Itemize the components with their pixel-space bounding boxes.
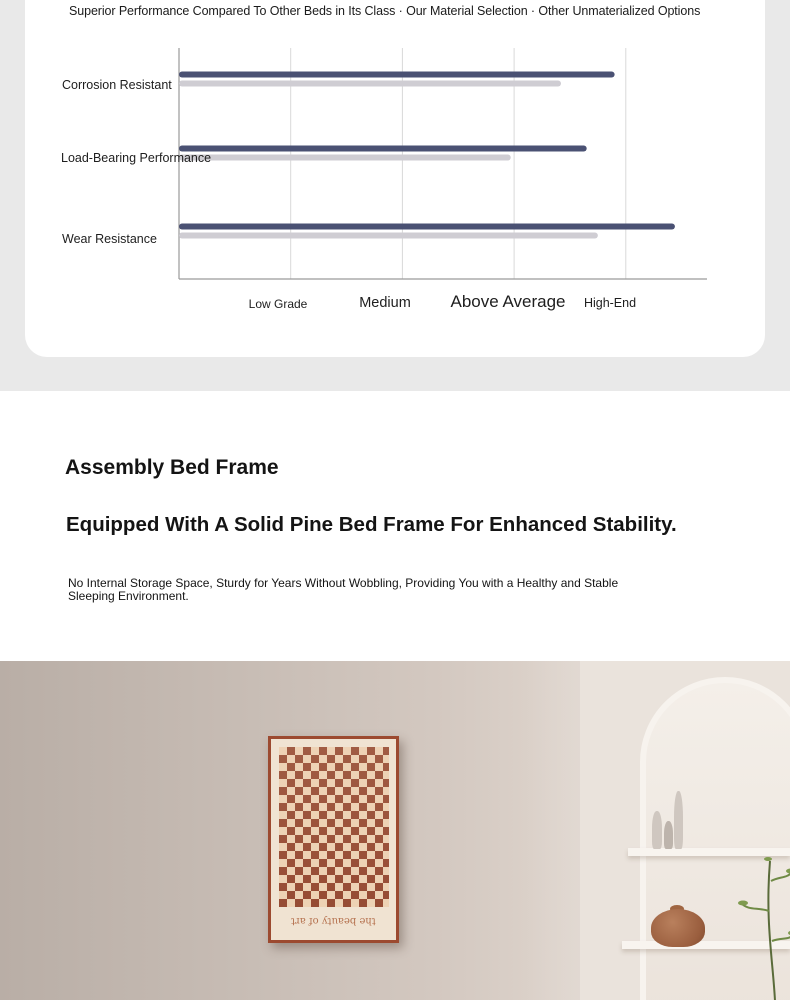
assembly-section [0, 391, 790, 661]
chart-section [0, 0, 790, 391]
vase [652, 811, 662, 849]
category-label-corrosion: Corrosion Resistant [62, 78, 172, 92]
section-title: Assembly Bed Frame [65, 456, 279, 479]
bar-other-options-3 [179, 233, 598, 239]
legend-separator: · [527, 4, 539, 18]
legend-entry-our-material: Our Material Selection [406, 4, 528, 18]
category-label-wear: Wear Resistance [62, 232, 157, 246]
checker-tint [279, 747, 389, 907]
bar-our-material-1 [179, 72, 615, 78]
legend-entry-other-options: Other Unmaterialized Options [538, 4, 701, 18]
artwork-caption: the beauty of art [291, 915, 376, 926]
section-subtitle: Equipped With A Solid Pine Bed Frame For Enhanced Stability. [66, 513, 677, 536]
section-description: No Internal Storage Space, Sturdy for Years Without Wobbling, Providing You with a Healthy and Stable Sleeping Environment. [68, 576, 619, 603]
x-tick-label-above-average: Above Average [450, 292, 566, 311]
checkered-artwork [268, 736, 399, 943]
bar-other-options-1 [179, 81, 561, 87]
legend-heading: Superior Performance Compared To Other Beds in Its Class [69, 4, 396, 18]
clay-pot [651, 909, 705, 947]
category-label-load-bearing: Load-Bearing Performance [61, 151, 212, 165]
bar-other-options-2 [179, 155, 511, 161]
vase [664, 821, 673, 849]
vase [674, 791, 683, 849]
x-tick-label-low-grade: Low Grade [248, 297, 308, 311]
legend-separator: · [395, 4, 407, 18]
product-photo [0, 661, 790, 1000]
bar-our-material-3 [179, 224, 675, 230]
x-tick-label-medium: Medium [359, 295, 411, 311]
chart-card [25, 0, 765, 357]
plant-leaves [735, 841, 790, 1000]
bar-our-material-2 [179, 146, 587, 152]
x-tick-label-high-end: High-End [583, 296, 637, 310]
